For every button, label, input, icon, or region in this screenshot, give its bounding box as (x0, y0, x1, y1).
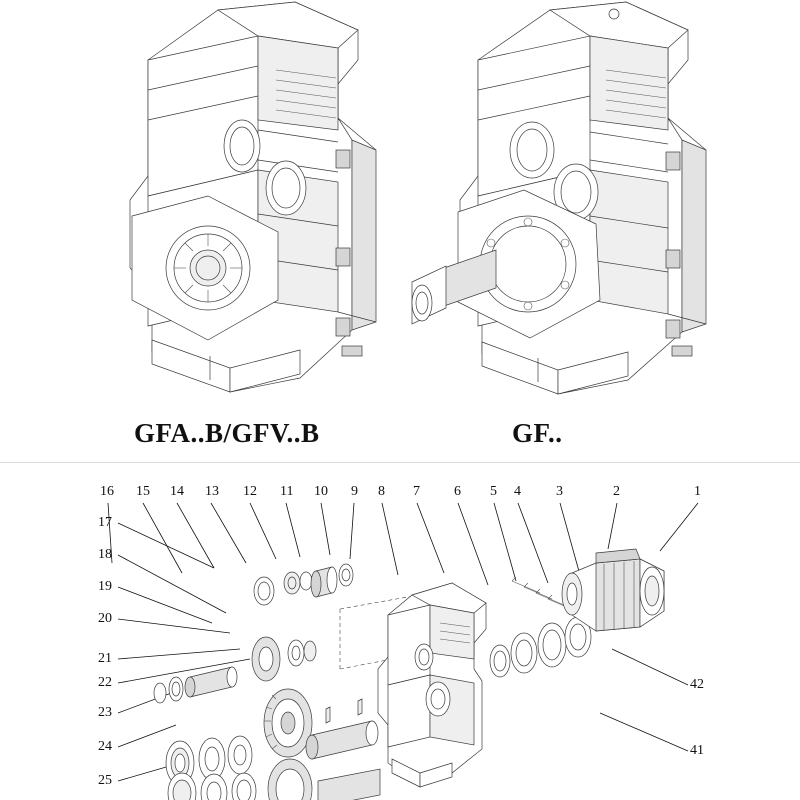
callout-17: 17 (98, 515, 112, 530)
callout-11: 11 (280, 484, 294, 499)
gearbox-left-view (90, 0, 390, 400)
exploded-assembly-icon (0, 463, 800, 800)
callout-4: 4 (514, 484, 521, 499)
gearbox-outline-shaft-icon (400, 0, 720, 400)
callout-19: 19 (98, 579, 112, 594)
gearbox-outline-icon (90, 0, 390, 400)
callout-41: 41 (690, 743, 704, 758)
callout-1: 1 (694, 484, 701, 499)
caption-left-model: GFA..B/GFV..B (134, 418, 320, 448)
callout-2: 2 (613, 484, 620, 499)
callout-23: 23 (98, 705, 112, 720)
gearbox-right-view (400, 0, 720, 400)
callout-21: 21 (98, 651, 112, 666)
callout-42: 42 (690, 677, 704, 692)
callout-18: 18 (98, 547, 112, 562)
callout-15: 15 (136, 484, 150, 499)
caption-right-model: GF.. (512, 418, 563, 448)
callout-25: 25 (98, 773, 112, 788)
callout-8: 8 (378, 484, 385, 499)
callout-6: 6 (454, 484, 461, 499)
exploded-view-band (0, 463, 800, 800)
callout-7: 7 (413, 484, 420, 499)
callout-12: 12 (243, 484, 257, 499)
callout-9: 9 (351, 484, 358, 499)
callout-24: 24 (98, 739, 112, 754)
callout-16: 16 (100, 484, 114, 499)
callout-13: 13 (205, 484, 219, 499)
callout-22: 22 (98, 675, 112, 690)
callout-5: 5 (490, 484, 497, 499)
callout-20: 20 (98, 611, 112, 626)
callout-10: 10 (314, 484, 328, 499)
callout-14: 14 (170, 484, 184, 499)
callout-3: 3 (556, 484, 563, 499)
